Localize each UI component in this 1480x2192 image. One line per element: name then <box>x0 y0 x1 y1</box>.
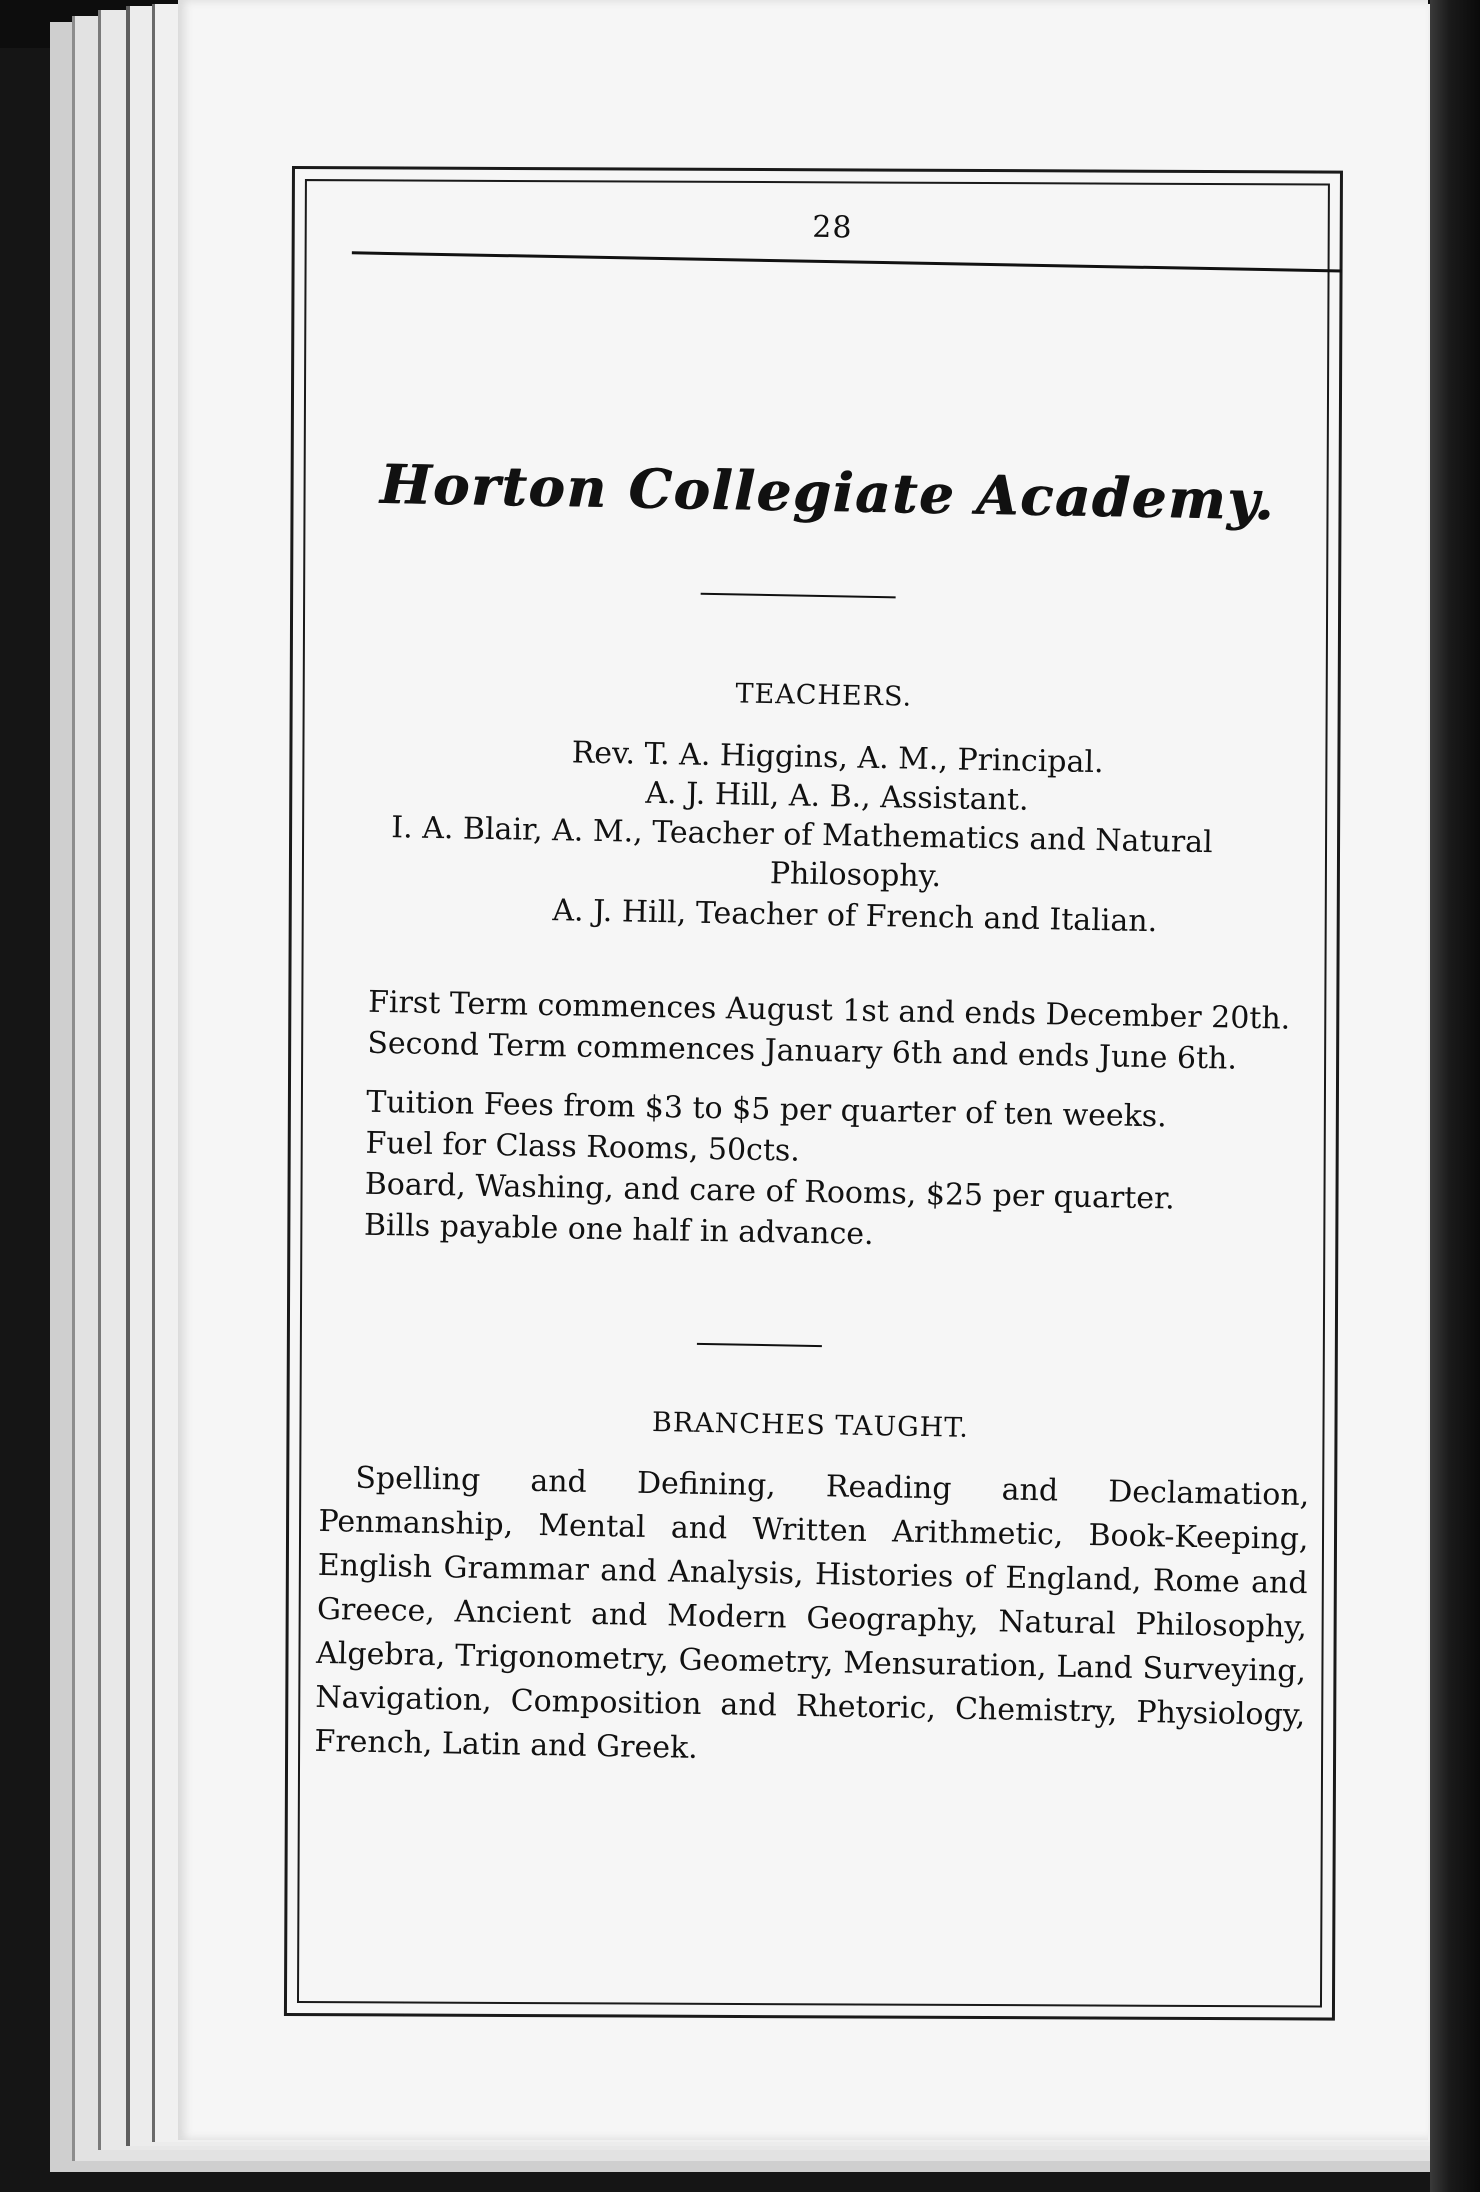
teacher-line: A. J. Hill, A. B., Assistant. <box>645 775 1029 818</box>
page-number: 28 <box>811 209 853 246</box>
header-rule <box>352 251 1342 272</box>
terms-group <box>367 982 1328 1082</box>
section-divider <box>697 1343 822 1347</box>
board-fees: Board, Washing, and care of Rooms, $25 per quarter. <box>364 1166 1175 1217</box>
page-title: Horton Collegiate Academy. <box>379 451 1276 533</box>
page-content <box>270 150 1364 2029</box>
teacher-line: Rev. T. A. Higgins, A. M., Principal. <box>571 735 1104 781</box>
branches-heading: BRANCHES TAUGHT. <box>651 1407 970 1444</box>
title-divider <box>701 593 896 599</box>
fuel-fees: Fuel for Class Rooms, 50cts. <box>365 1125 801 1169</box>
fees-group <box>364 1082 1327 1264</box>
tuition-fees: Tuition Fees from $3 to $5 per quarter of ten weeks. <box>365 1084 1168 1135</box>
teacher-line-continued: Philosophy. <box>769 856 942 895</box>
second-term: Second Term commences January 6th and ends June 6th. <box>367 1025 1238 1077</box>
teacher-line: A. J. Hill, Teacher of French and Italian. <box>552 893 1158 940</box>
first-term: First Term commences August 1st and ends December 20th. <box>367 984 1291 1037</box>
bills-note: Bills payable one half in advance. <box>363 1207 874 1253</box>
teachers-list <box>360 730 1313 944</box>
teachers-heading: TEACHERS. <box>735 678 913 713</box>
scan-border-right <box>1430 0 1480 2192</box>
teacher-line: I. A. Blair, A. M., Teacher of Mathematics and Natural <box>391 810 1213 861</box>
branches-text: Spelling and Defining, Reading and Declamation, Penmanship, Mental and Written Arithmetic, Book-Keeping, English Grammar and Analysis, Histories of England, Rome and Greece, Ancient and Modern Geography, Natural Philosophy, Algebra, Trigonometry, Geometry, Mensuration, Land Surveying, Navigation, Composition and Rhetoric, Chemistry, Physiology, French, Latin and Greek. <box>314 1460 1310 1766</box>
academy-info <box>363 982 1328 1282</box>
